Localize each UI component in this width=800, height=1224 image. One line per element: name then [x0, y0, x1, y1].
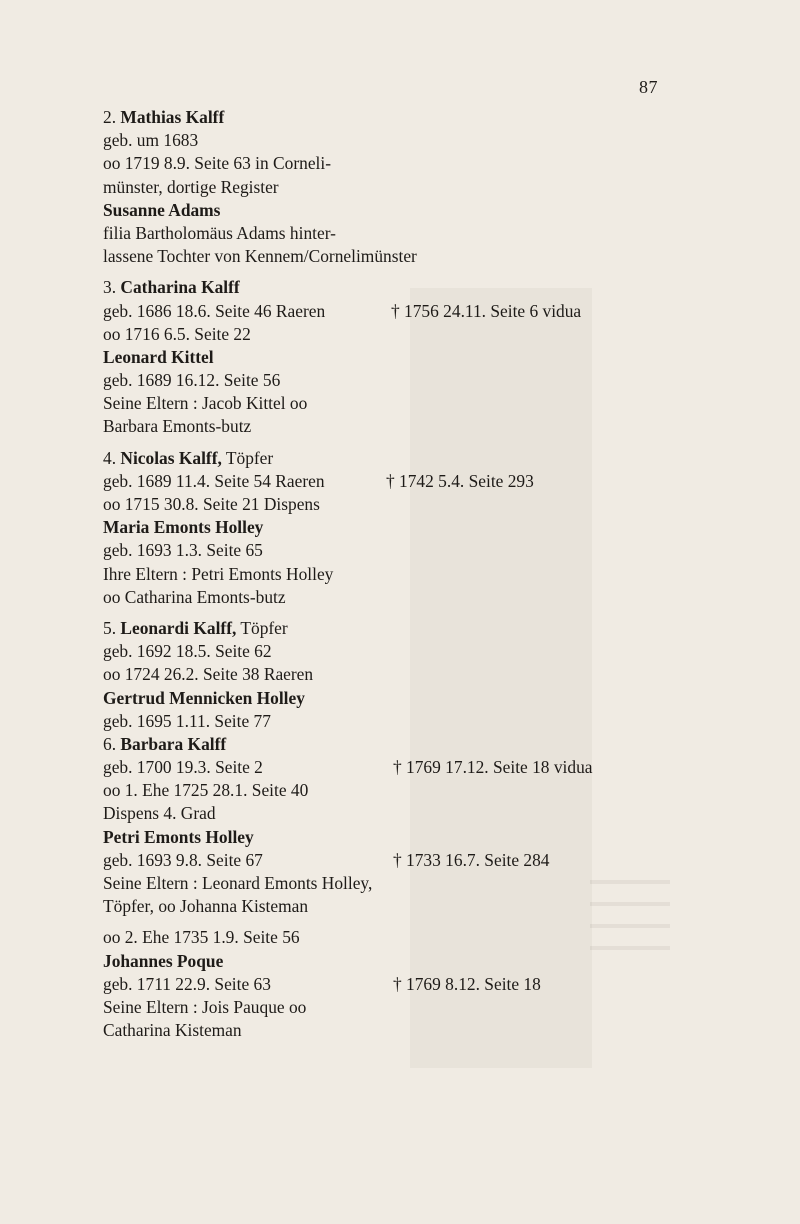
marriage-line: oo 1716 6.5. Seite 22: [103, 323, 251, 344]
spouse-info: oo Catharina Emonts-butz: [103, 586, 286, 607]
entry-heading: 5. Leonardi Kalff, Töpfer: [103, 617, 288, 638]
birth-line: geb. um 1683: [103, 130, 199, 151]
spouse-info: filia Bartholomäus Adams hinter-: [103, 222, 336, 243]
entry-heading: 6. Barbara Kalff: [103, 733, 227, 754]
person-name: Barbara Kalff: [120, 733, 227, 754]
occupation: Töpfer: [221, 447, 274, 468]
spouse-name: Gertrud Mennicken Holley: [103, 687, 305, 708]
second-spouse-birth-death-line: [103, 973, 663, 996]
register-line: münster, dortige Register: [103, 176, 279, 197]
birth-text: geb. 1711 22.9. Seite 63: [103, 973, 271, 994]
person-name: Nicolas Kalff,: [120, 447, 222, 468]
marriage-line: oo 1724 26.2. Seite 38 Raeren: [103, 664, 314, 685]
spouse-info: Seine Eltern : Jacob Kittel oo: [103, 393, 308, 414]
spouse-info: geb. 1693 1.3. Seite 65: [103, 540, 263, 561]
marriage-line: oo 1715 30.8. Seite 21 Dispens: [103, 494, 320, 514]
entry-heading: 3. Catharina Kalff: [103, 277, 240, 298]
person-name: Mathias Kalff: [120, 107, 225, 127]
spouse-info: geb. 1689 16.12. Seite 56: [103, 370, 281, 391]
entry-barbara-kalff: [103, 733, 663, 1042]
entry-catharina-kalff: [103, 276, 663, 438]
marriage-line: oo 1719 8.9. Seite 63 in Corneli-: [103, 153, 331, 174]
death-text: † 1769 17.12. Seite 18 vidua: [393, 757, 593, 778]
birth-text: geb. 1693 9.8. Seite 67: [103, 849, 263, 870]
death-text: † 1733 16.7. Seite 284: [393, 849, 550, 870]
spouse-name: Leonard Kittel: [103, 346, 214, 367]
spouse-info: Seine Eltern : Leonard Emonts Holley,: [103, 873, 373, 893]
spouse-name: Susanne Adams: [103, 199, 221, 220]
birth-death-line: [103, 756, 663, 779]
second-marriage-line: oo 2. Ehe 1735 1.9. Seite 56: [103, 927, 300, 948]
spouse-birth-death-line: [103, 849, 663, 872]
entry-heading: 2. Mathias Kalff: [103, 107, 225, 127]
death-text: † 1742 5.4. Seite 293: [386, 470, 534, 491]
person-name: Catharina Kalff: [120, 277, 240, 298]
spouse-name: Maria Emonts Holley: [103, 517, 264, 538]
occupation: Töpfer: [236, 617, 288, 638]
second-spouse-name: Johannes Poque: [103, 950, 224, 971]
birth-death-line: [103, 470, 663, 493]
marriage-line: oo 1. Ehe 1725 28.1. Seite 40: [103, 780, 309, 801]
death-text: † 1769 8.12. Seite 18: [393, 973, 541, 994]
spouse-info: lassene Tochter von Kennem/Cornelimünster: [103, 246, 417, 267]
spouse-name: Petri Emonts Holley: [103, 826, 254, 847]
person-name: Leonardi Kalff,: [120, 617, 237, 638]
spouse-info: Seine Eltern : Jois Pauque oo: [103, 996, 307, 1017]
entry-leonardi-kalff: [103, 617, 663, 733]
spouse-info: Barbara Emonts-butz: [103, 416, 252, 437]
death-text: † 1756 24.11. Seite 6 vidua: [391, 300, 582, 321]
entry-mathias-kalff: [103, 106, 663, 268]
page-number: 87: [639, 77, 658, 97]
genealogy-list: [103, 106, 663, 1042]
birth-text: geb. 1689 11.4. Seite 54 Raeren: [103, 470, 325, 491]
birth-death-line: [103, 300, 663, 323]
entry-nicolas-kalff: [103, 447, 663, 609]
dispens-line: Dispens 4. Grad: [103, 803, 216, 824]
spouse-info: Ihre Eltern : Petri Emonts Holley: [103, 563, 334, 584]
spouse-info: Catharina Kisteman: [103, 1020, 242, 1041]
spouse-info: geb. 1695 1.11. Seite 77: [103, 710, 271, 731]
birth-text: geb. 1700 19.3. Seite 2: [103, 757, 263, 778]
birth-line: geb. 1692 18.5. Seite 62: [103, 641, 272, 662]
entry-heading: 4. Nicolas Kalff, Töpfer: [103, 447, 274, 468]
birth-text: geb. 1686 18.6. Seite 46 Raeren: [103, 300, 326, 321]
spouse-info: Töpfer, oo Johanna Kisteman: [103, 896, 309, 917]
